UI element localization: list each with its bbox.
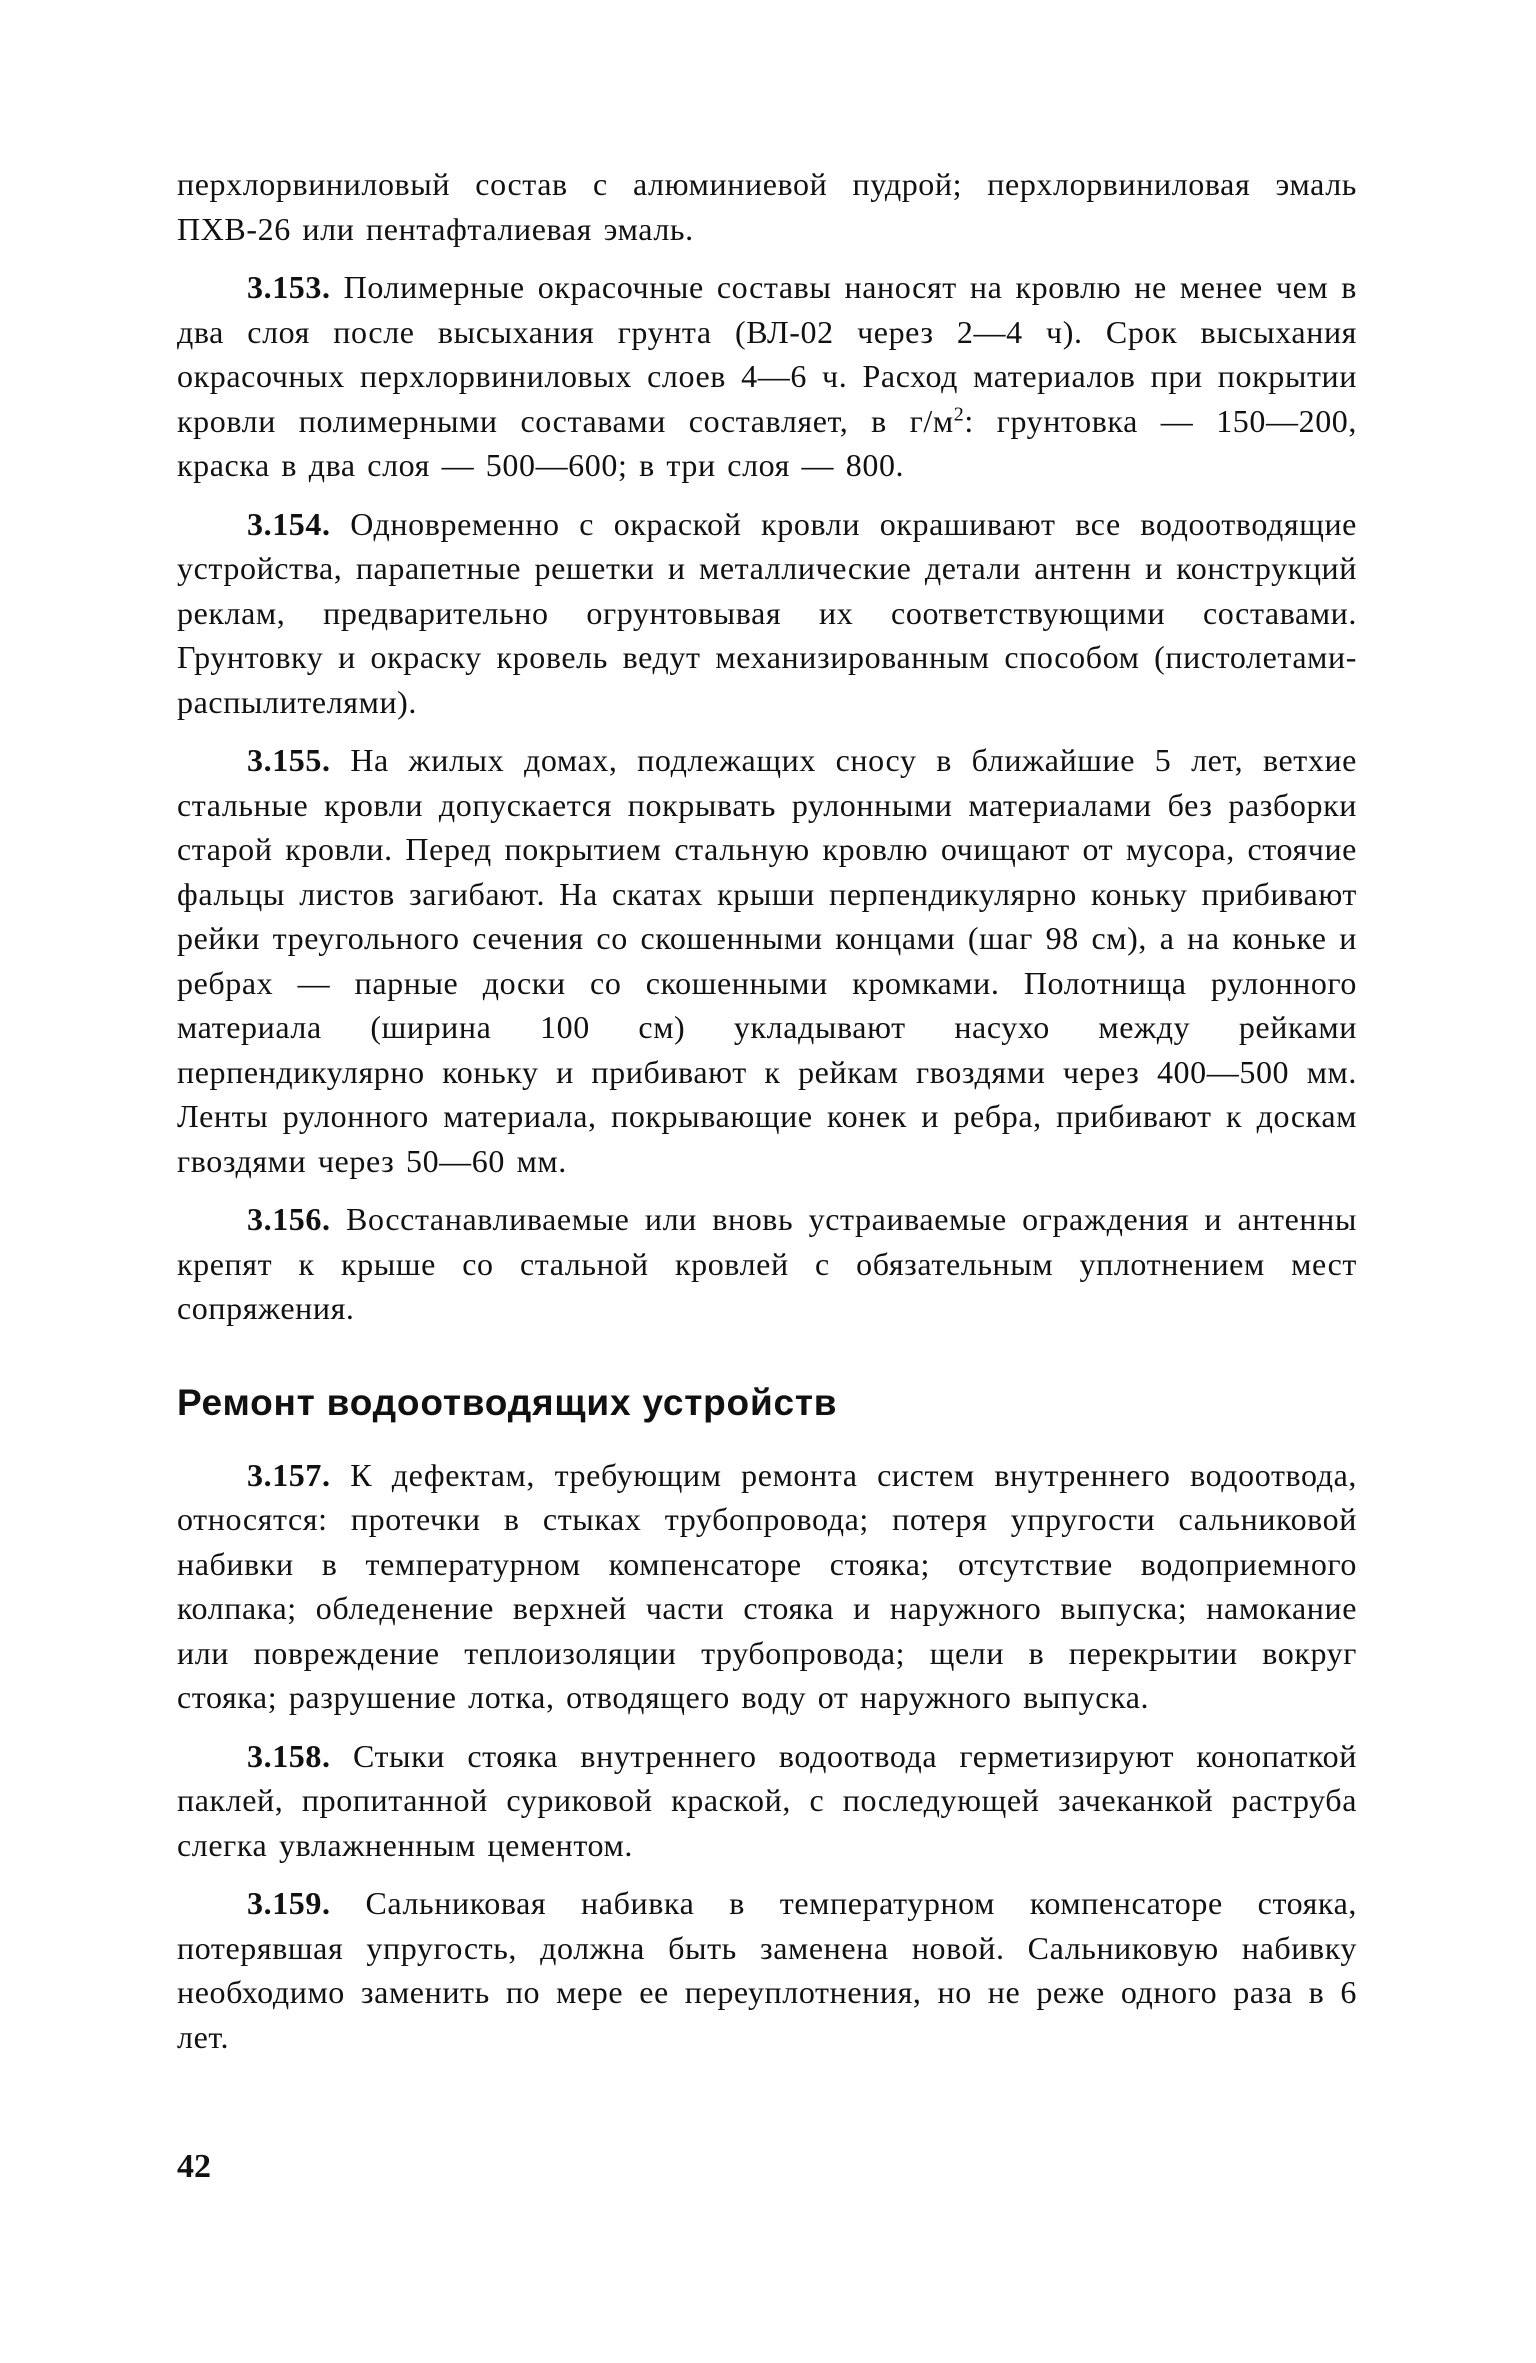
paragraph-3-153 [177,265,1357,488]
paragraph-number: 3.157. [247,1456,331,1493]
page-number: 42 [177,2148,211,2185]
paragraph-3-159 [177,1881,1357,2059]
paragraph-number: 3.158. [247,1737,331,1774]
paragraph-text: Восстанавливаемые или вновь устраиваемые ограждения и антенны крепят к крыше со стальной кровлей с обязательным уплотнением мест сопряжения. [177,1201,1357,1326]
paragraph-number: 3.155. [247,742,331,778]
paragraph-3-154 [177,502,1357,725]
section-heading: Ремонт водоотводящих устройств [177,1381,838,1423]
paragraph-3-156 [177,1197,1357,1331]
paragraph-3-157 [177,1453,1357,1720]
paragraph-3-155 [177,738,1357,1183]
paragraph-text: Сальниковая набивка в температурном компенсаторе стояка, потерявшая упругость, должна быть заменена новой. Сальниковую набивку необходимо заменить по мере ее переуплотнения, но не реже одного раза в 6 лет. [177,1885,1357,2055]
paragraph-text-tail: : грунтовка — 150—200, краска в два слоя — 500—600; в три слоя — 800. [177,402,1357,483]
paragraph-number: 3.159. [247,1885,331,1921]
text-block [177,162,1357,2073]
paragraph-text: Одновременно с окраской кровли окрашивают все водоотводящие устройства, парапетные решетки и металлические детали антенн и конструкций реклам, предварительно огрунтовывая их соответствующими составами. Грунтовку и окраску кровель ведут механизированным способом (пистолетами-распылителями). [177,505,1357,720]
paragraph-text: На жилых домах, подлежащих сносу в ближайшие 5 лет, ветхие стальные кровли допускается покрывать рулонными материалами без разборки старой кровли. Перед покрытием стальную кровлю очищают от мусора, стоячие фальцы листов загибают. На скатах крыши перпендикулярно коньку прибивают рейки треугольного сечения со скошенными концами (шаг 98 см), а на коньке и ребрах — парные доски со скошенными кромками. Полотнища рулонного материала (ширина 100 см) укладывают насухо между рейками перпендикулярно коньку и прибивают к рейкам гвоздями через 400—500 мм. Ленты рулонного материала, покрывающие конек и ребра, прибивают к доскам гвоздями через 50—60 мм. [177,742,1357,1179]
paragraph-text: К дефектам, требующим ремонта систем внутреннего водоотвода, относятся: протечки в стыках трубопровода; потеря упругости сальниковой набивки в температурном компенсаторе стояка; отсутствие водоприемного колпака; обледенение верхней части стояка и наружного выпуска; намокание или повреждение теплоизоляции трубопровода; щели в перекрытии вокруг стояка; разрушение лотка, отводящего воду от наружного выпуска. [177,1456,1357,1715]
paragraph-number: 3.153. [247,269,331,305]
paragraph-text: Полимерные окрасочные составы наносят на кровлю не менее чем в два слоя после высыхания грунта (ВЛ-02 через 2—4 ч). Срок высыхания окрасочных перхлорвиниловых слоев 4—6 ч. Расход материалов при покрытии кровли полимерными составами составляет, в г/м [177,269,1357,439]
superscript: 2 [953,402,965,425]
paragraph-number: 3.156. [247,1201,331,1237]
paragraph-number: 3.154. [247,505,331,542]
paragraph-text: перхлорвиниловый состав с алюминиевой пудрой; перхлорвиниловая эмаль ПХВ-26 или пентафталиевая эмаль. [177,166,1357,247]
paragraph-text: Стыки стояка внутреннего водоотвода герметизируют конопаткой паклей, пропитанной суриковой краской, с последующей зачеканкой раструба слегка увлажненным цементом. [177,1737,1357,1863]
paragraph-3-158 [177,1734,1357,1868]
paragraph-continuation [177,162,1357,251]
